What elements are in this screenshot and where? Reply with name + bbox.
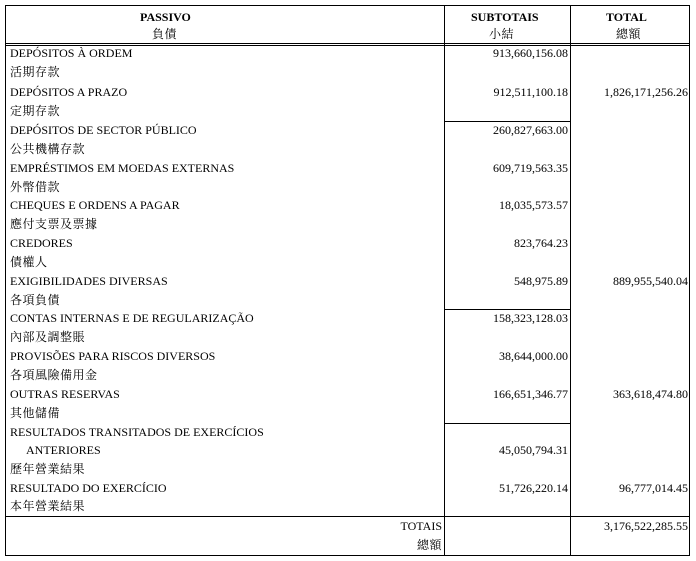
row-subtotal: 166,651,346.77 <box>493 387 568 401</box>
row-label-zh: 各項負債 <box>10 293 61 307</box>
header-passivo-zh: 負債 <box>152 27 178 41</box>
row-total: 363,618,474.80 <box>613 387 688 401</box>
row-subtotal: 260,827,663.00 <box>493 123 568 137</box>
row-label-zh: 活期存款 <box>10 65 61 79</box>
grand-total: 3,176,522,285.55 <box>604 519 688 533</box>
row-label-pt: DEPÓSITOS A PRAZO <box>10 85 128 99</box>
row-label-zh: 本年營業結果 <box>10 499 86 513</box>
row-label-pt: CREDORES <box>10 236 73 250</box>
header-passivo: PASSIVO <box>140 10 191 24</box>
row-subtotal: 548,975.89 <box>514 274 568 288</box>
row-total: 889,955,540.04 <box>613 274 688 288</box>
row-subtotal: 609,719,563.35 <box>493 161 568 175</box>
row-label-zh: 債權人 <box>10 255 48 269</box>
row-label-pt: CONTAS INTERNAS E DE REGULARIZAÇÃO <box>10 311 254 325</box>
row-label-pt-continued: ANTERIORES <box>26 443 101 457</box>
subtotal-group-divider <box>444 121 570 122</box>
row-label-pt: EXIGIBILIDADES DIVERSAS <box>10 274 168 288</box>
row-label-pt: CHEQUES E ORDENS A PAGAR <box>10 198 180 212</box>
header-total-zh: 總額 <box>616 27 642 41</box>
row-label-zh: 定期存款 <box>10 104 61 118</box>
subtotal-group-divider <box>444 309 570 310</box>
header-total: TOTAL <box>606 10 647 24</box>
row-label-pt: EMPRÉSTIMOS EM MOEDAS EXTERNAS <box>10 161 235 175</box>
totals-label-zh: 總額 <box>416 538 442 552</box>
subtotal-group-divider <box>444 423 570 424</box>
column-divider-2 <box>570 5 571 556</box>
header-divider <box>5 43 690 44</box>
header-subtotais-zh: 小結 <box>489 27 515 41</box>
row-subtotal: 38,644,000.00 <box>499 349 568 363</box>
row-subtotal: 912,511,100.18 <box>493 85 568 99</box>
row-label-zh: 其他儲備 <box>10 406 61 420</box>
row-label-zh: 外幣借款 <box>10 180 61 194</box>
row-total: 1,826,171,256.26 <box>604 85 688 99</box>
row-total: 96,777,014.45 <box>619 481 688 495</box>
row-subtotal: 913,660,156.08 <box>493 46 568 60</box>
row-subtotal: 51,726,220.14 <box>499 481 568 495</box>
row-label-pt: RESULTADO DO EXERCÍCIO <box>10 481 167 495</box>
row-label-pt: OUTRAS RESERVAS <box>10 387 120 401</box>
row-subtotal: 158,323,128.03 <box>493 311 568 325</box>
row-label-zh: 內部及調整賬 <box>10 330 86 344</box>
row-subtotal: 823,764.23 <box>514 236 568 250</box>
totals-divider <box>5 516 690 517</box>
column-divider-1 <box>444 5 445 556</box>
row-subtotal: 18,035,573.57 <box>499 198 568 212</box>
row-subtotal: 45,050,794.31 <box>499 443 568 457</box>
row-label-pt: RESULTADOS TRANSITADOS DE EXERCÍCIOS <box>10 425 264 439</box>
row-label-zh: 歷年營業結果 <box>10 462 86 476</box>
totals-label: TOTAIS <box>400 519 442 533</box>
row-label-pt: DEPÓSITOS DE SECTOR PÚBLICO <box>10 123 197 137</box>
row-label-zh: 應付支票及票據 <box>10 217 98 231</box>
row-label-pt: PROVISÕES PARA RISCOS DIVERSOS <box>10 349 216 363</box>
row-label-zh: 公共機構存款 <box>10 142 86 156</box>
row-label-pt: DEPÓSITOS À ORDEM <box>10 46 133 60</box>
row-label-zh: 各項風險備用金 <box>10 368 98 382</box>
header-subtotais: SUBTOTAIS <box>471 10 539 24</box>
